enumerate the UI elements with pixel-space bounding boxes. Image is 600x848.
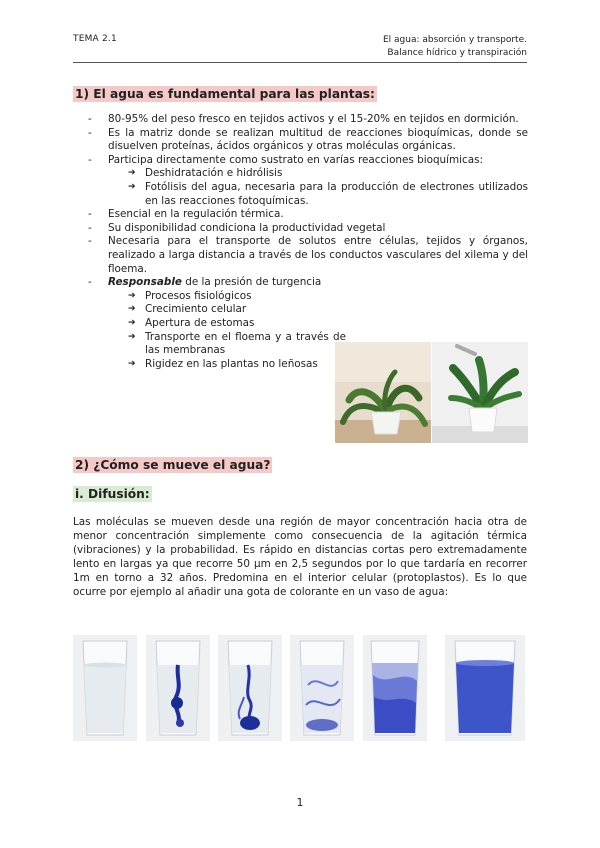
section1-heading: 1) El agua es fundamental para las plantas: [75, 87, 375, 101]
list-item [86, 154, 528, 208]
list-item: - Necesaria para el transporte de solutos entre células, tejidos y órganos, realizado a larga distancia a través de los conductos vasculares del xilema y del floema. [86, 235, 528, 276]
glass-5 [363, 635, 427, 741]
diffusion-glasses-photo [73, 635, 528, 741]
reactions-sublist [128, 167, 528, 208]
sublist-item: ➔ Rigidez en las plantas no leñosas [128, 358, 346, 372]
glass-1 [73, 635, 137, 741]
page-header [73, 34, 527, 64]
list-item: - 80-95% del peso fresco en tejidos activos y el 15-20% en tejidos en dormición. [86, 113, 528, 127]
page-number: 1 [296, 796, 304, 809]
list-item: - Su disponibilidad condiciona la productividad vegetal [86, 222, 528, 236]
header-title-line2: Balance hídrico y transpiración [387, 48, 527, 58]
sublist-item: ➔ Crecimiento celular [128, 303, 346, 317]
list-item: - Es la matriz donde se realizan multitud de reacciones bioquímicas, donde se disuelven proteínas, ácidos orgánicos y otras moléculas orgánicas. [86, 127, 528, 154]
section2-heading: 2) ¿Cómo se mueve el agua? [75, 458, 271, 472]
glass-2 [146, 635, 210, 741]
list-item: - Esencial en la regulación térmica. [86, 208, 528, 222]
sublist-item: ➔ Procesos fisiológicos [128, 290, 346, 304]
header-title-line1: El agua: absorción y transporte. [382, 35, 527, 45]
diffusion-paragraph: Las moléculas se mueven desde una región de mayor concentración hacia otra de menor concentración simplemente como consecuencia de la agitación térmica (vibraciones) y la probabilidad. Es rápido en distancias cortas pero extremadamente lento en largas ya que recorre 50 µm en 2,5 segundos por lo que tardaría en recorrer 1m en torno a 32 años. Predomina en el interior celular (protoplastos). Es lo que ocurre por ejemplo al añadir una gota de colorante en un vaso de agua: [73, 516, 527, 598]
sublist-item: ➔ Transporte en el floema y a través de las membranas [128, 331, 346, 358]
diffusion-subheading: i. Difusión: [75, 487, 150, 501]
section1-list [86, 113, 528, 371]
list-item-text: Participa directamente como sustrato en varías reacciones bioquímicas: [108, 153, 484, 166]
plant-photo-svg [335, 342, 528, 443]
glass-4 [290, 635, 354, 741]
sublist-item: ➔ Apertura de estomas [128, 317, 346, 331]
header-title [383, 34, 527, 60]
turgor-rest-text: de la presión de turgencia [181, 276, 322, 289]
plant-turgor-photo [335, 342, 528, 443]
glass-3 [218, 635, 282, 741]
header-divider [73, 62, 527, 63]
header-topic: TEMA 2.1 [73, 34, 117, 44]
sublist-item: ➔ Deshidratación e hidrólisis [128, 167, 528, 181]
glass-6 [445, 635, 525, 741]
turgor-sublist [128, 290, 346, 372]
sublist-item: ➔ Fotólisis del agua, necesaria para la producción de electrones utilizados en las reacciones fotoquímicas. [128, 181, 528, 208]
turgor-bold-text: Responsable [108, 276, 182, 289]
